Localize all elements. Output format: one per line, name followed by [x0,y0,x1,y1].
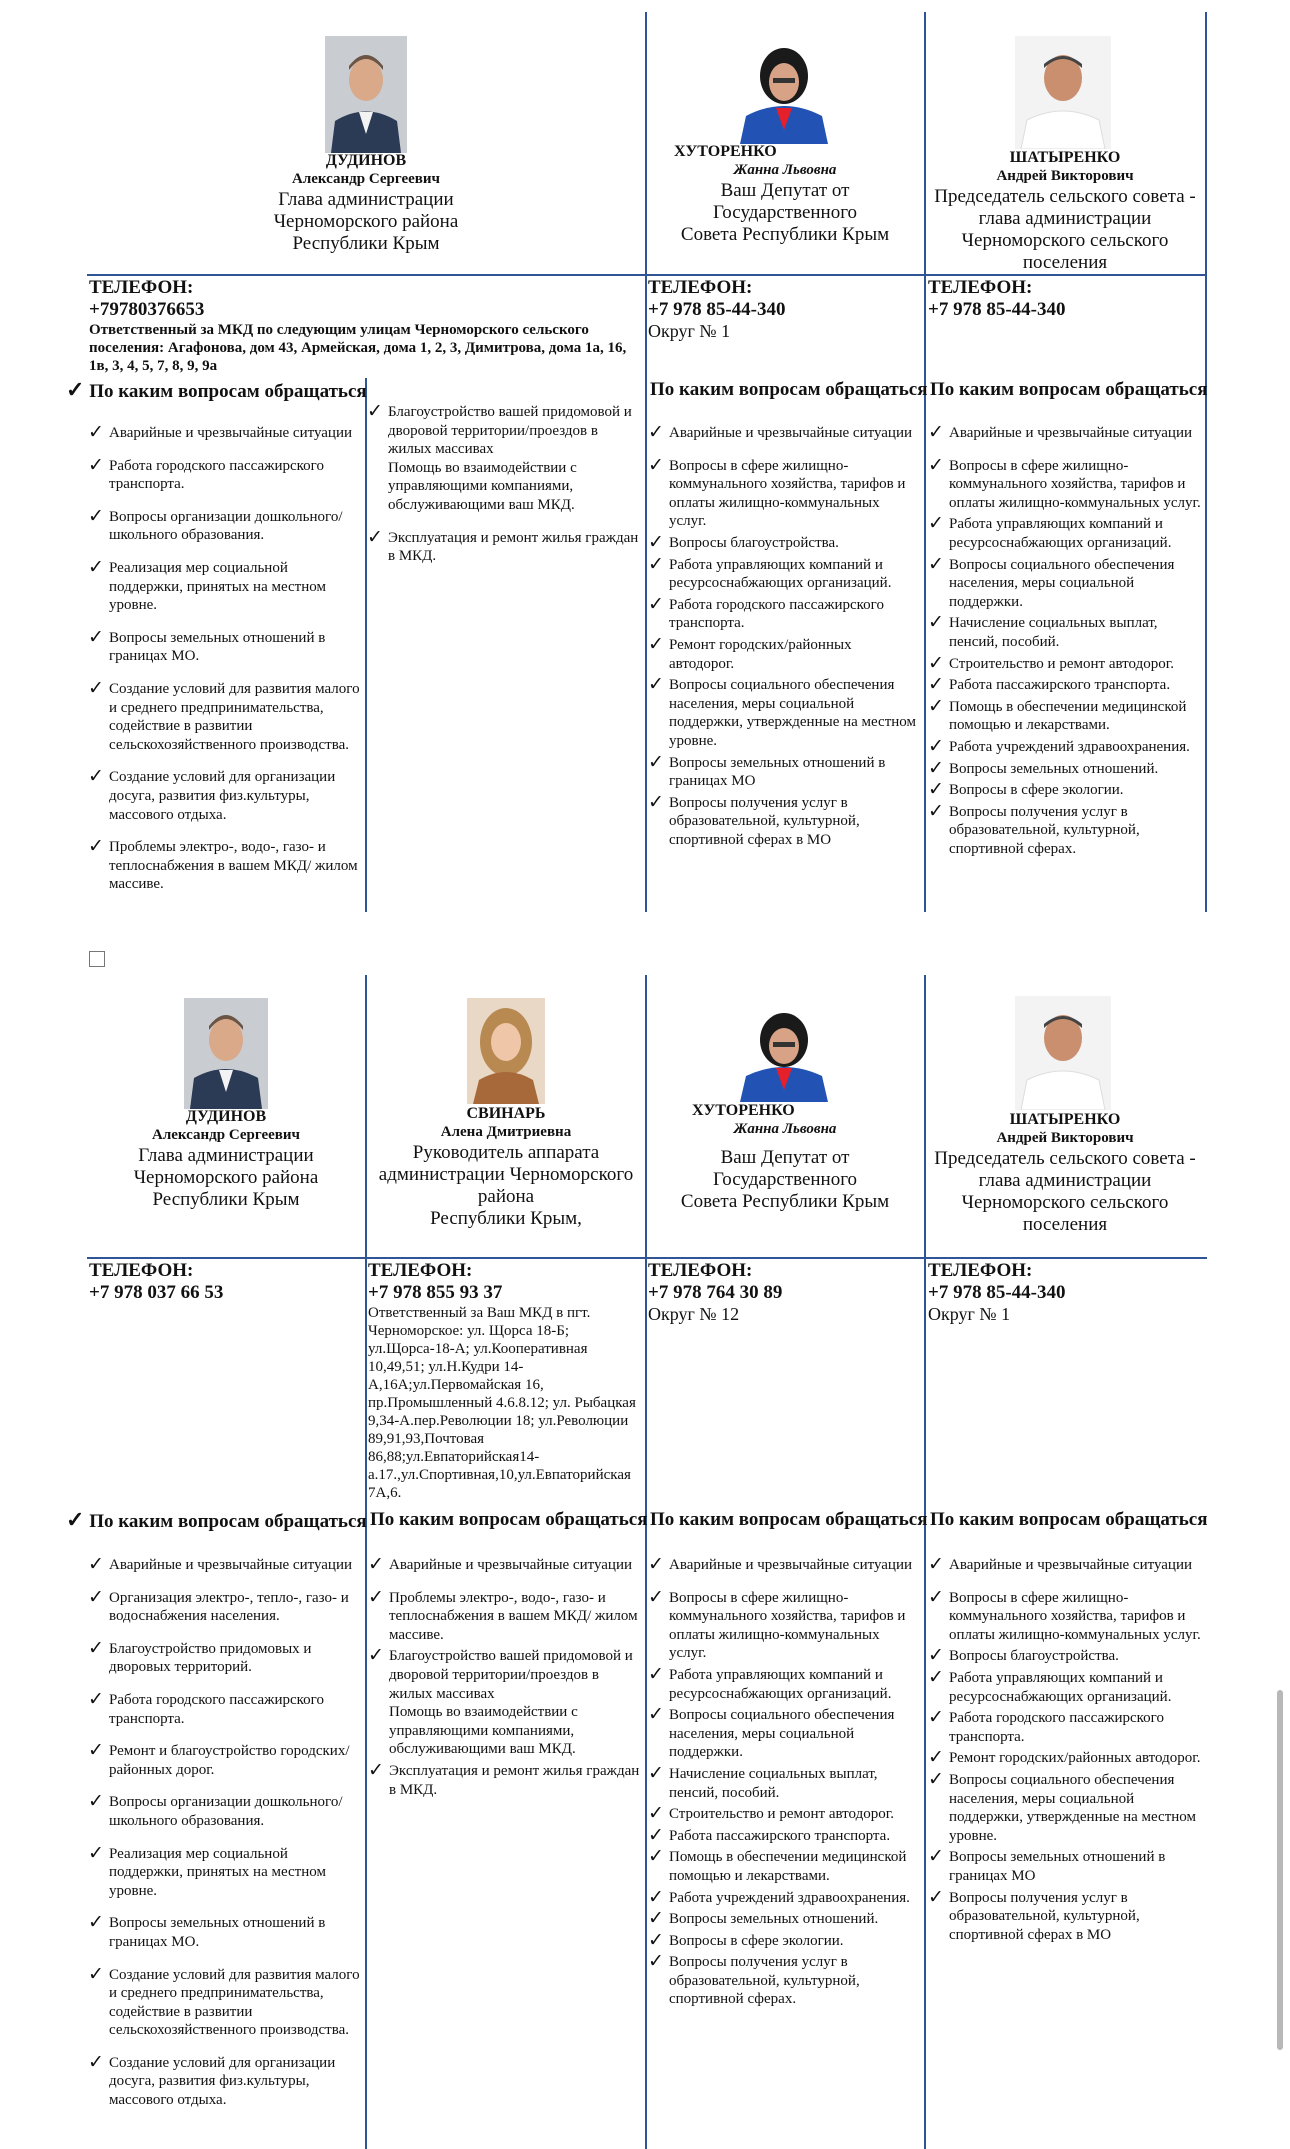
question-item-text: Строительство и ремонт автодорог. [949,655,1174,672]
question-item [88,1963,360,2040]
question-item [648,1848,920,1885]
question-item-text: Создание условий для развития малого и среднего предпринимательства, содействие в развитии сельскохозяйственного производства. [109,1966,360,2039]
question-item [928,695,1202,735]
question-list [928,424,1202,861]
question-item-text: Вопросы земельных отношений. [669,1911,879,1928]
photo-dudinov [325,36,407,153]
questions-heading-text: По каким вопросам обращаться [650,379,928,400]
header-rule [87,1257,1207,1259]
question-list [648,1556,920,2012]
question-item [928,652,1202,674]
questions-heading [650,1509,928,1531]
district-label: Округ № 1 [928,1304,1011,1324]
question-item [928,800,1202,859]
official-name: Алена Дмитриевна [440,1124,572,1140]
questions-heading-text: По каким вопросам обращаться [370,1509,648,1530]
photo-shatyrenko [1015,36,1111,149]
question-list [928,1556,1202,1947]
check-icon: ✓ [648,1951,664,1973]
question-item [88,1742,360,1779]
official-name: Жанна Львовна [733,1121,837,1137]
check-icon: ✓ [88,1963,104,1985]
check-icon: ✓ [928,454,944,476]
question-item [88,505,360,545]
check-icon: ✓ [928,779,944,801]
question-item-text: Вопросы получения услуг в образовательной, культурной, спортивной сферах. [669,1954,860,2008]
question-item [367,403,643,515]
question-item-text: Благоустройство придомовых и дворовых территорий. [109,1640,312,1676]
phone-number: +7 978 85-44-340 [928,299,1066,320]
check-icon: ✓ [368,1554,384,1575]
question-item [648,633,920,673]
official-position: Глава администрации Черноморского района Республики Крым [273,189,459,254]
check-icon: ✓ [648,791,664,813]
check-icon: ✓ [648,751,664,773]
question-item [368,1647,644,1759]
question-item [648,1824,920,1846]
question-item [88,626,360,666]
question-item-text: Вопросы социального обеспечения населения, меры социальной поддержки. [669,1707,895,1761]
question-item [928,1848,1202,1885]
question-item-text: Работа учреждений здравоохранения. [949,738,1190,755]
official-card-shatyrenko [927,148,1203,274]
question-item [88,1637,360,1677]
district-label: Округ № 12 [648,1304,740,1324]
question-item [88,1914,360,1951]
question-item-text: Вопросы организации дошкольного/ школьного образования. [109,508,343,544]
check-icon: ✓ [928,1846,944,1868]
check-icon: ✓ [648,1663,664,1685]
question-item-text: Проблемы электро-, водо-, газо- и теплоснабжения в вашем МКД/ жилом массиве. [109,839,358,893]
question-item [368,1556,644,1575]
question-item [928,515,1202,552]
official-card-svinar [368,1104,644,1230]
check-icon: ✓ [88,626,104,648]
question-item [648,1953,920,2009]
question-item [648,553,920,593]
question-item [928,424,1202,443]
check-icon: ✓ [367,401,383,422]
column-divider [645,975,647,2149]
question-item-text: Работа пассажирского транспорта. [949,677,1171,694]
question-item-text: Ремонт городских/районных автодорог. [949,1750,1201,1767]
check-icon: ✓ [928,553,944,575]
question-item-text: Аварийные и чрезвычайные ситуации [949,1557,1193,1573]
photo-khutorenko [736,1002,832,1102]
questions-heading [370,1509,648,1531]
phone-label: ТЕЛЕФОН: [89,1260,194,1281]
check-icon: ✓ [648,531,664,553]
question-item [928,781,1202,800]
question-item [88,424,360,443]
question-item-text: Благоустройство вашей придомовой и дворовой территории/проездов в жилых массивах Помощь во взаимодействии с управляющими компаниями, обслуживающими ваш МКД. [388,404,632,513]
official-name: Александр Сергеевич [292,171,440,187]
check-icon: ✓ [88,1791,104,1813]
question-item-text: Вопросы в сфере жилищно-коммунального хозяйства, тарифов и оплаты жилищно-коммунальных услуг. [949,457,1201,511]
check-icon: ✓ [88,1842,104,1864]
questions-heading [930,379,1208,401]
question-item-text: Вопросы в сфере жилищно-коммунального хозяйства, тарифов и оплаты жилищно-коммунальных услуг. [669,457,906,530]
question-item [928,454,1202,513]
question-item [928,757,1202,779]
question-item-text: Работа управляющих компаний и ресурсоснабжающих организаций. [669,556,892,592]
question-item-text: Вопросы социального обеспечения населения, меры социальной поддержки. [949,556,1175,610]
question-list [648,424,920,852]
question-item [88,454,360,494]
scrollbar-thumb[interactable] [1277,1690,1283,2050]
question-item-text: Создание условий для организации досуга, развития физ.культуры, массового отдыха. [109,769,336,823]
check-icon: ✓ [648,553,664,575]
column-divider [1205,12,1207,912]
check-icon: ✓ [88,1688,104,1710]
check-icon: ✓ [928,757,944,779]
question-item [648,1886,920,1908]
question-item-text: Вопросы в сфере экологии. [949,782,1124,799]
question-item-text: Работа пассажирского транспорта. [669,1827,891,1844]
question-item-text: Эксплуатация и ремонт жилья граждан в МКД. [389,1762,640,1798]
check-icon: ✓ [88,505,104,527]
question-item [88,677,360,754]
official-surname: СВИНАРЬ [466,1105,546,1122]
question-item-text: Работа управляющих компаний и ресурсоснабжающих организаций. [669,1666,892,1702]
question-item-text: Аварийные и чрезвычайные ситуации [949,425,1193,441]
official-name: Александр Сергеевич [152,1127,300,1143]
question-item-text: Вопросы в сфере жилищно-коммунального хозяйства, тарифов и оплаты жилищно-коммунальных услуг. [949,1589,1201,1643]
check-icon: ✓ [928,695,944,717]
question-item [648,1706,920,1762]
check-icon: ✓ [88,766,104,788]
check-icon: ✓ [648,1824,664,1846]
official-surname: ХУТОРЕНКО [674,143,777,160]
question-item [648,531,920,553]
check-icon: ✓ [928,1707,944,1729]
check-icon: ✓ [928,1586,944,1608]
question-item-text: Вопросы социального обеспечения населения, меры социальной поддержки, утвержденные на местном уровне. [949,1771,1197,1844]
question-item [928,1709,1202,1746]
question-item [648,1762,920,1802]
question-item-text: Аварийные и чрезвычайные ситуации [669,1557,913,1573]
question-item-text: Вопросы в сфере экологии. [669,1932,844,1949]
question-item [648,791,920,850]
phone-label: ТЕЛЕФОН: [89,277,194,298]
official-surname: ДУДИНОВ [185,1108,267,1125]
question-item-text: Создание условий для организации досуга, развития физ.культуры, массового отдыха. [109,2054,336,2109]
official-position: Руководитель аппарата администрации Черноморского района Республики Крым, [378,1142,634,1229]
question-item [648,1910,920,1929]
check-icon: ✓ [88,677,104,699]
question-item-text: Работа учреждений здравоохранения. [669,1889,910,1906]
official-card-shatyrenko [927,1110,1203,1236]
official-name: Андрей Викторович [996,168,1134,184]
question-item-text: Аварийные и чрезвычайные ситуации [669,425,913,441]
question-item-text: Начисление социальных выплат, пенсий, пособий. [949,615,1158,650]
official-card-dudinov [245,151,487,255]
question-item-text: Вопросы благоустройства. [949,1648,1119,1665]
question-item-text: Вопросы земельных отношений в границах МО [949,1849,1166,1884]
question-item-text: Вопросы организации дошкольного/ школьного образования. [109,1794,343,1829]
check-icon: ✓ [928,513,944,535]
question-item [928,735,1202,757]
question-item [88,2051,360,2110]
question-item [368,1586,644,1645]
question-list [88,1556,360,2124]
check-icon: ✓ [66,1507,85,1532]
check-icon: ✓ [88,1637,104,1659]
question-item-text: Организация электро-, тепло-, газо- и водоснабжения населения. [109,1589,349,1625]
photo-dudinov [184,998,268,1109]
question-item-text: Вопросы социального обеспечения населения, меры социальной поддержки, утвержденные на местном уровне. [669,677,917,749]
official-surname: ШАТЫРЕНКО [1009,1111,1121,1128]
question-list [368,1556,644,1802]
question-item [88,838,360,894]
questions-heading-text: По каким вопросам обращаться [89,1511,367,1532]
photo-shatyrenko [1015,996,1111,1110]
question-item [648,1663,920,1703]
questions-heading-text: По каким вопросам обращаться [650,1509,928,1530]
question-item-text: Эксплуатация и ремонт жилья граждан в МКД. [388,529,639,565]
question-item-text: Ремонт городских/районных автодорог. [669,636,852,672]
official-position: Ваш Депутат от Государственного Совета Республики Крым [680,1147,890,1212]
check-icon: ✓ [648,1908,664,1930]
check-icon: ✓ [928,1554,944,1575]
official-name: Жанна Львовна [733,162,837,178]
check-icon: ✓ [368,1759,384,1781]
header-rule [87,274,1207,276]
check-icon: ✓ [88,454,104,476]
checkbox[interactable] [89,951,105,967]
question-item-text: Благоустройство вашей придомовой и дворовой территории/проездов в жилых массивах Помощь во взаимодействии с управляющими компаниями, обслуживающими ваш МКД. [389,1648,633,1758]
check-icon: ✓ [928,1747,944,1769]
official-card-khutorenko [648,1120,922,1213]
official-position: Председатель сельского совета - глава администрации Черноморского сельского поселения [934,186,1196,273]
check-icon: ✓ [928,612,944,634]
official-position: Председатель сельского совета - глава администрации Черноморского сельского поселения [934,1148,1196,1235]
question-item-text: Проблемы электро-, водо-, газо- и теплоснабжения в вашем МКД/ жилом массиве. [389,1589,638,1643]
questions-heading [930,1509,1208,1531]
question-item [928,1886,1202,1945]
question-item [88,1688,360,1728]
check-icon: ✓ [928,1768,944,1790]
check-icon: ✓ [88,556,104,578]
question-item [88,768,360,824]
official-position: Ваш Депутат от Государственного Совета Республики Крым [680,180,890,245]
question-item-text: Вопросы получения услуг в образовательной, культурной, спортивной сферах в МО [669,794,860,848]
photo-svinar [467,998,545,1104]
question-item-text: Работа городского пассажирского транспорта. [109,1691,324,1727]
check-icon: ✓ [88,1740,104,1762]
check-icon: ✓ [367,526,383,548]
responsible-streets: Ответственный за МКД по следующим улицам Черноморского сельского поселения: Агафонова, дом 43, Армейская, дома 1, 2, 3, Димитрова, дома 1а, 16, 1в, 3, 4, 5, 7, 8, 9, 9а [89,322,627,374]
check-icon: ✓ [928,1645,944,1667]
question-item-text: Вопросы в сфере жилищно-коммунального хозяйства, тарифов и оплаты жилищно-коммунальных услуг. [669,1589,906,1662]
phone-number: +7 978 037 66 53 [89,1282,224,1303]
check-icon: ✓ [648,1586,664,1608]
phone-label: ТЕЛЕФОН: [928,277,1033,298]
question-item [648,454,920,531]
question-item-text: Реализация мер социальной поддержки, принятых на местном уровне. [109,1845,326,1899]
official-surname: ХУТОРЕНКО [692,1102,795,1119]
check-icon: ✓ [648,1554,664,1575]
question-item [88,1793,360,1830]
check-icon: ✓ [88,1554,104,1575]
question-item-text: Работа управляющих компаний и ресурсоснабжающих организаций. [949,516,1172,551]
question-item-text: Аварийные и чрезвычайные ситуации [109,425,353,441]
question-item [88,1842,360,1901]
question-item [648,1929,920,1951]
question-item-text: Аварийные и чрезвычайные ситуации [109,1557,353,1573]
question-item-text: Вопросы земельных отношений в границах МО. [109,1915,326,1950]
official-position: Глава администрации Черноморского района Республики Крым [133,1145,319,1210]
question-item [928,1749,1202,1768]
check-icon: ✓ [88,422,104,443]
questions-heading [66,1509,367,1533]
district-label: Округ № 1 [648,321,731,341]
check-icon: ✓ [648,454,664,476]
question-item [928,553,1202,612]
check-icon: ✓ [88,1586,104,1608]
check-icon: ✓ [928,1886,944,1908]
questions-heading-text: По каким вопросам обращаться [930,379,1208,400]
check-icon: ✓ [648,633,664,655]
question-item [367,526,643,566]
check-icon: ✓ [648,1886,664,1908]
question-item [928,1768,1202,1845]
column-divider [924,12,926,912]
check-icon: ✓ [928,1666,944,1688]
phone-number: +7 978 764 30 89 [648,1282,783,1303]
column-divider [645,12,647,912]
question-item-text: Помощь в обеспечении медицинской помощью и лекарствами. [949,698,1187,734]
official-card-khutorenko [648,161,922,246]
check-icon: ✓ [66,377,85,402]
phone-label: ТЕЛЕФОН: [928,1260,1033,1281]
question-item [648,1805,920,1824]
question-item [648,593,920,633]
official-card-dudinov [106,1107,346,1211]
questions-heading-text: По каким вопросам обращаться [89,381,367,402]
question-list [367,403,643,569]
phone-number: +7 978 855 93 37 [368,1282,503,1303]
check-icon: ✓ [928,800,944,822]
official-surname: ШАТЫРЕНКО [1009,149,1121,166]
question-item [648,424,920,443]
question-item [648,1556,920,1575]
check-icon: ✓ [648,674,664,696]
question-item [928,676,1202,695]
question-item-text: Работа городского пассажирского транспорта. [949,1710,1164,1745]
question-item-text: Строительство и ремонт автодорог. [669,1806,894,1823]
check-icon: ✓ [88,2051,104,2073]
question-item-text: Создание условий для развития малого и среднего предпринимательства, содействие в развитии сельскохозяйственного производства. [109,680,360,753]
question-item [928,614,1202,651]
question-item [648,751,920,791]
question-item-text: Начисление социальных выплат, пенсий, пособий. [669,1765,878,1801]
check-icon: ✓ [928,735,944,757]
check-icon: ✓ [648,1803,664,1825]
question-item [928,1586,1202,1645]
question-item-text: Работа городского пассажирского транспорта. [669,596,884,632]
check-icon: ✓ [928,422,944,443]
questions-heading [66,379,367,403]
question-item [928,1556,1202,1575]
phone-number: +79780376653 [89,299,205,320]
responsible-streets: Ответственный за Ваш МКД в пгт. Черноморское: ул. Щорса 18-Б; ул.Щорса-18-А; ул.Кооперативная 10,49,51; ул.Н.Кудри 14-А,16А;ул.Первомайская 16, пр.Промышленный 4.6.8.12; ул. Рыбацкая 9,34-А.пер.Революции 18; ул.Революции 89,91,93,Почтовая 86,88;ул.Евпаторийская14-а.17.,ул.Спортивная,10,ул.Евпаторийская 7А,6. [368,1305,636,1501]
check-icon: ✓ [368,1645,384,1667]
question-item-text: Вопросы земельных отношений в границах МО. [109,629,326,665]
question-item-text: Работа городского пассажирского транспорта. [109,457,324,493]
question-item [648,676,920,750]
question-item-text: Ремонт и благоустройство городских/ районных дорог. [109,1743,350,1778]
question-item [368,1759,644,1799]
official-surname: ДУДИНОВ [325,152,407,169]
question-list [88,424,360,908]
question-item-text: Вопросы благоустройства. [669,534,839,551]
check-icon: ✓ [88,836,104,858]
question-item [88,1586,360,1626]
question-item [928,1647,1202,1666]
question-item-text: Аварийные и чрезвычайные ситуации [389,1557,633,1573]
question-item-text: Вопросы получения услуг в образовательной, культурной, спортивной сферах в МО [949,1889,1140,1943]
questions-heading [650,379,928,401]
question-item [648,1586,920,1663]
question-item-text: Помощь в обеспечении медицинской помощью и лекарствами. [669,1849,907,1884]
check-icon: ✓ [928,674,944,696]
phone-label: ТЕЛЕФОН: [648,1260,753,1281]
check-icon: ✓ [648,1846,664,1868]
question-item-text: Вопросы земельных отношений. [949,760,1159,777]
official-name: Андрей Викторович [996,1130,1134,1146]
check-icon: ✓ [368,1586,384,1608]
check-icon: ✓ [648,422,664,443]
check-icon: ✓ [648,593,664,615]
check-icon: ✓ [648,1929,664,1951]
check-icon: ✓ [648,1704,664,1726]
phone-number: +7 978 85-44-340 [648,299,786,320]
questions-heading-text: По каким вопросам обращаться [930,1509,1208,1530]
question-item [928,1666,1202,1706]
column-divider [924,975,926,2149]
question-item-text: Реализация мер социальной поддержки, принятых на местном уровне. [109,559,326,614]
question-item [88,1556,360,1575]
column-divider [365,975,367,2149]
question-item-text: Вопросы получения услуг в образовательной, культурной, спортивной сферах. [949,803,1140,857]
check-icon: ✓ [88,1912,104,1934]
question-item-text: Вопросы земельных отношений в границах МО [669,754,886,790]
phone-label: ТЕЛЕФОН: [648,277,753,298]
phone-label: ТЕЛЕФОН: [368,1260,473,1281]
photo-khutorenko [736,36,832,144]
check-icon: ✓ [928,652,944,674]
phone-number: +7 978 85-44-340 [928,1282,1066,1303]
question-item-text: Работа управляющих компаний и ресурсоснабжающих организаций. [949,1669,1172,1705]
question-item [88,556,360,615]
check-icon: ✓ [648,1762,664,1784]
